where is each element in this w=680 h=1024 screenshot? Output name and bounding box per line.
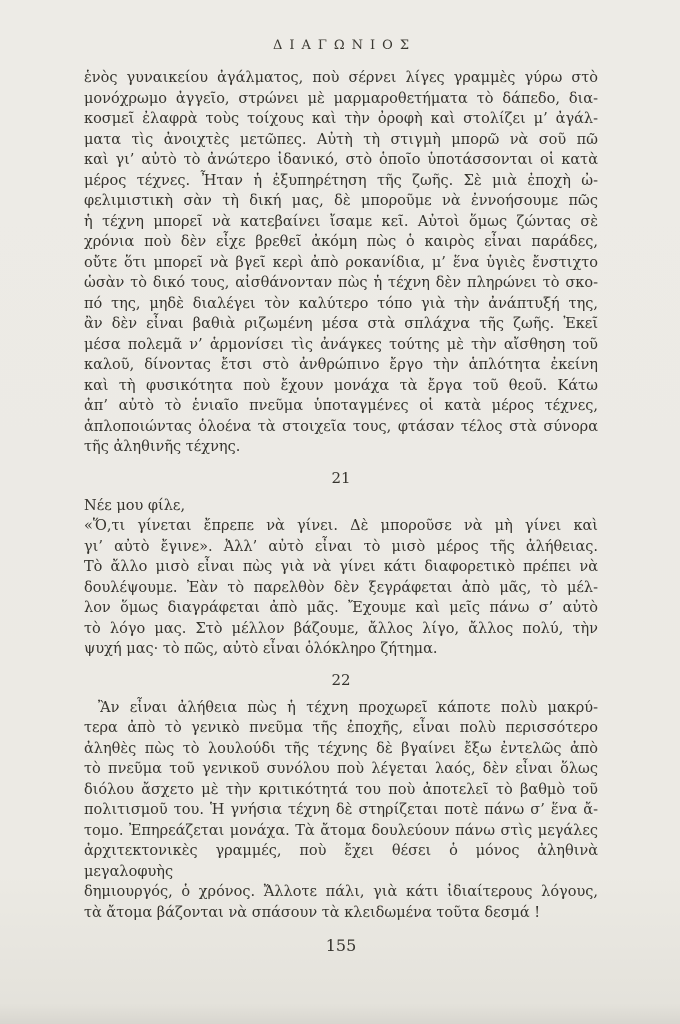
text-line: δουλέψουμε. Ἐὰν τὸ παρελθὸν δὲν ξεγράφεται ἀπὸ μᾶς, τὸ μέλ- [84,579,598,596]
text-line: καὶ τὴ φυσικότητα ποὺ ἔχουν μονάχα τὰ ἔργα τοῦ θεοῦ. Κάτω [84,377,598,394]
text-line: ψυχή μας· τὸ πῶς, αὐτὸ εἶναι ὁλόκληρο ζήτημα. [84,641,438,657]
text-line: τὸ πνεῦμα τοῦ γενικοῦ συνόλου ποὺ λέγεται λαός, δὲν εἶναι ὅλως [84,761,598,777]
text-line: λον ὅμως διαγράφεται ἀπὸ μᾶς. Ἔχουμε καὶ μεῖς πάνω σ’ αὐτὸ [84,600,598,616]
running-header: ΔΙΑΓΩΝΙΟΣ [272,38,417,53]
text-line: ἂν δὲν εἶναι βαθιὰ ριζωμένη μέσα στὰ σπλάχνα τῆς ζωῆς. Ἐκεῖ [84,316,598,332]
salutation-line: Νέε μου φίλε, [84,497,186,514]
text-line: ἀληθὲς πὼς τὸ λουλούδι τῆς τέχνης δὲ βγαίνει ἔξω ἐντελῶς ἀπὸ [84,740,598,757]
text-line: ἁπλοποιώντας ὁλοένα τὰ στοιχεῖα τους, φτάσαν τέλος στὰ σύνορα [84,418,598,435]
section-number-21: 21 [331,468,351,487]
text-line: ματα τὶς ἀνοιχτὲς μετῶπες. Αὐτὴ τὴ στιγμὴ μπορῶ νὰ σοῦ πῶ [84,131,598,148]
text-line: διόλου ἄσχετο μὲ τὴν κριτικότητά του ποὺ ἀποτελεῖ τὸ βαθμὸ τοῦ [84,781,598,798]
text-line: πολιτισμοῦ του. Ἡ γνήσια τέχνη δὲ στηρίζεται ποτὲ πάνω σ’ ἕνα ἄ- [84,802,598,818]
text-line: γι’ αὐτὸ ἔγινε». Ἀλλ’ αὐτὸ εἶναι τὸ μισὸ μέρος τῆς ἀλήθειας. [84,538,598,555]
text-line: πό της, μηδὲ διαλέγει τὸν καλύτερο τόπο γιὰ τὴν ἀνάπτυξή της, [84,295,598,312]
text-line: καὶ γι’ αὐτὸ τὸ ἀνώτερο ἰδανικό, στὸ ὁποῖο ὑποτάσσονται οἱ κατὰ [84,152,598,168]
text-line: μονόχρωμο ἀγγεῖο, στρώνει μὲ μαρμαροθετήματα τὸ δάπεδο, δια- [84,90,598,107]
text-line: ἡ τέχνη μπορεῖ νὰ κατεβαίνει ἴσαμε κεῖ. Αὐτοὶ ὅμως ζώντας σὲ [84,213,598,230]
text-line: δημιουργός, ὁ χρόνος. Ἄλλοτε πάλι, γιὰ κάτι ἰδιαίτερους λόγους, [84,884,598,900]
page-text-block [84,38,598,955]
paragraph-section-22 [84,698,598,924]
text-line: τὸ λόγο μας. Στὸ μέλλον βάζουμε, ἄλλος λίγο, ἄλλος πολύ, τὴν [84,620,598,637]
text-line: μέρος τέχνες. Ἦταν ἡ ἐξυπηρέτηση τῆς ζωῆς. Σὲ μιὰ ἐποχὴ ὠ- [84,172,598,189]
text-line: «Ὅ,τι γίνεται ἔπρεπε νὰ γίνει. Δὲ μποροῦσε νὰ μὴ γίνει καὶ [84,518,598,534]
text-line: μέσα πολεμᾶ ν’ ἁρμονίσει τὶς ἀνάγκες τούτης μὲ τὴν αἴσθηση τοῦ [84,336,598,353]
text-line: ἀρχιτεκτονικὲς γραμμές, ποὺ ἔχει θέσει ὁ μόνος ἀληθινὰ μεγαλοφυὴς [84,843,598,880]
text-line: ἀπ’ αὐτὸ τὸ ἑνιαῖο πνεῦμα ὑποταγμένες οἱ κατὰ μέρος τέχνες, [84,398,598,414]
text-line: Τὸ ἄλλο μισὸ εἶναι πὼς γιὰ νὰ γίνει κάτι διαφορετικὸ πρέπει νὰ [84,559,598,575]
paragraph-section-21 [84,516,598,660]
text-line: ὡσὰν τὸ δικό τους, αἰσθάνονταν πὼς ἡ τέχνη δὲν πληρώνει τὸ σκο- [84,275,598,291]
text-line: ἑνὸς γυναικείου ἀγάλματος, ποὺ σέρνει λίγες γραμμὲς γύρω στὸ [84,70,598,86]
text-line: φελιμιστικὴ σὰν τὴ δική μας, δὲ μποροῦμε νὰ ἐννοήσουμε πῶς [84,193,598,209]
page-number: 155 [325,936,357,955]
text-line: τὰ ἄτομα βάζονται νὰ σπάσουν τὰ κλειδωμένα τοῦτα δεσμά ! [84,904,541,921]
text-line: χρόνια ποὺ δὲν εἶχε βρεθεῖ ἀκόμη πὼς ὁ καιρὸς εἶναι παράδες, [84,234,598,250]
text-line: καλοῦ, δίνοντας ἔτσι στὸ ἀνθρώπινο ἔργο τὴν ἁπλότητα ἐκείνη [84,357,598,373]
text-line: κοσμεῖ ἐλαφρὰ τοὺς τοίχους καὶ τὴν ὀροφὴ καὶ στολίζει μ’ ἀγάλ- [84,111,598,127]
text-line: τερα ἀπὸ τὸ γενικὸ πνεῦμα τῆς ἐποχῆς, εἶναι πολὺ περισσότερο [84,720,598,736]
text-line: οὔτε ὅτι μπορεῖ νὰ βγεῖ κερὶ ἀπὸ ροκανίδια, μ’ ἕνα ὑγιὲς ἔνστιχτο [84,254,598,271]
paragraph-continuation [84,68,598,458]
section-number-22: 22 [331,670,351,689]
text-line: τομο. Ἐπηρεάζεται μονάχα. Τὰ ἄτομα δουλεύουν πάνω στὶς μεγάλες [84,822,598,839]
text-line: Ἂν εἶναι ἀλήθεια πὼς ἡ τέχνη προχωρεῖ κάποτε πολὺ μακρύ- [98,699,598,716]
text-line: τῆς ἀληθινῆς τέχνης. [84,439,241,455]
